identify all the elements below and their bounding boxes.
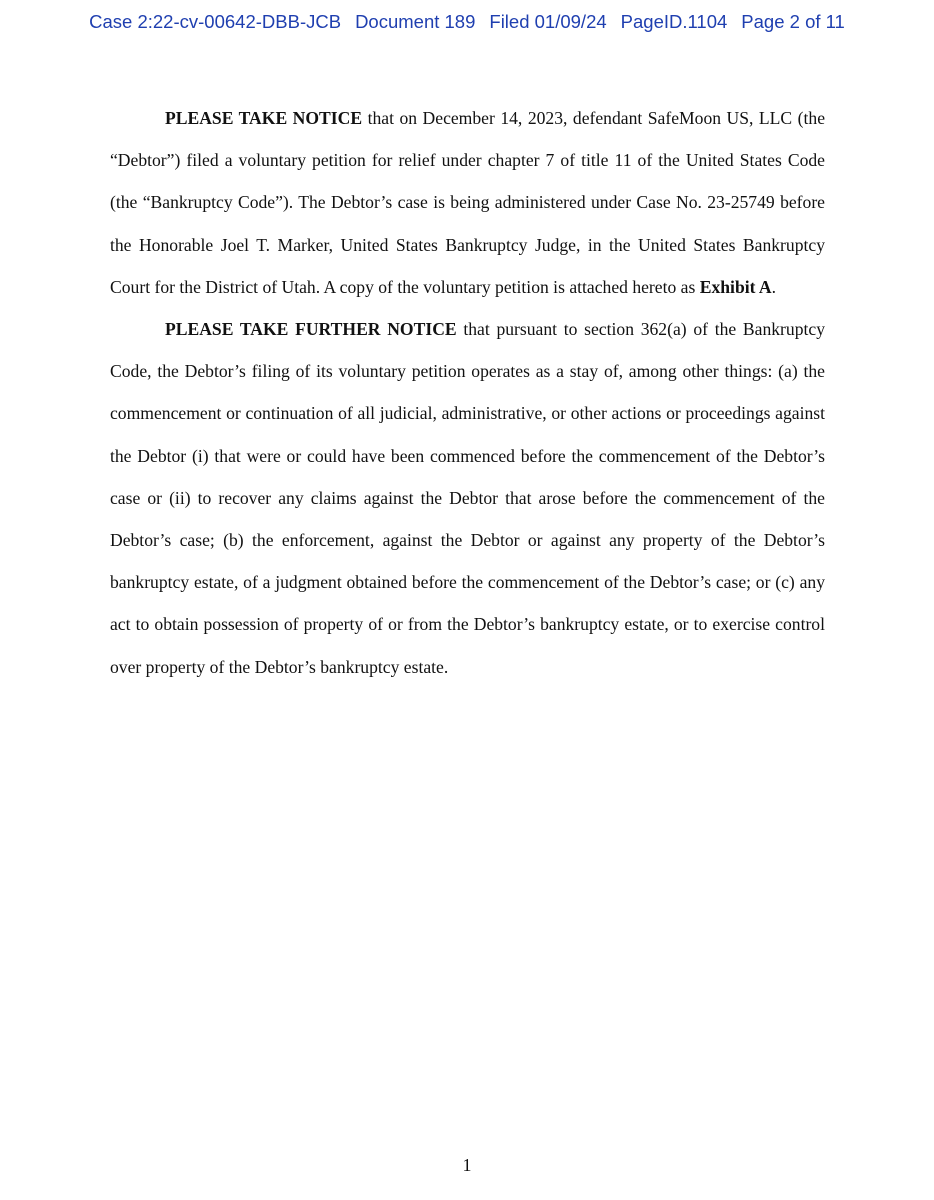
further-notice-paragraph: [110, 308, 825, 688]
notice-paragraph: [110, 97, 825, 308]
page-number: 1: [462, 1155, 472, 1175]
notice-text: that on December 14, 2023, defendant SafeMoon US, LLC (the “Debtor”) filed a voluntary petition for relief under chapter 7 of title 11 of the United States Code (the “Bankruptcy Code”). The Debtor’s case is being administered under Case No. 23-25749 before the Honorable Joel T. Marker, United States Bankruptcy Judge, in the United States Bankruptcy Court for the District of Utah. A copy of the voluntary petition is attached hereto as: [110, 108, 826, 297]
notice-end: .: [771, 276, 777, 297]
further-notice-lead: PLEASE TAKE FURTHER NOTICE: [165, 319, 457, 340]
case-header: [0, 11, 934, 33]
page-count: Page 2 of 11: [741, 11, 845, 32]
case-number: Case 2:22-cv-00642-DBB-JCB: [89, 11, 342, 32]
document-body: [110, 97, 825, 688]
further-notice-text: that pursuant to section 362(a) of the Bankruptcy Code, the Debtor’s filing of its voluntary petition operates as a stay of, among other things: (a) the commencement or continuation of all judicial, administrative, or other actions or proceedings against the Debtor (i) that were or could have been commenced before the commencement of the Debtor’s case or (ii) to recover any claims against the Debtor that arose before the commencement of the Debtor’s case; (b) the enforcement, against the Debtor or against any property of the Debtor’s bankruptcy estate, of a judgment obtained before the commencement of the Debtor’s case; or (c) any act to obtain possession of property of or from the Debtor’s bankruptcy estate, or to exercise control over property of the Debtor’s bankruptcy estate.: [110, 319, 825, 677]
notice-lead: PLEASE TAKE NOTICE: [165, 108, 363, 128]
filed-date: Filed 01/09/24: [489, 11, 607, 32]
page-id: PageID.1104: [620, 11, 728, 32]
exhibit-reference: Exhibit A: [699, 276, 772, 297]
document-number: Document 189: [355, 11, 476, 32]
